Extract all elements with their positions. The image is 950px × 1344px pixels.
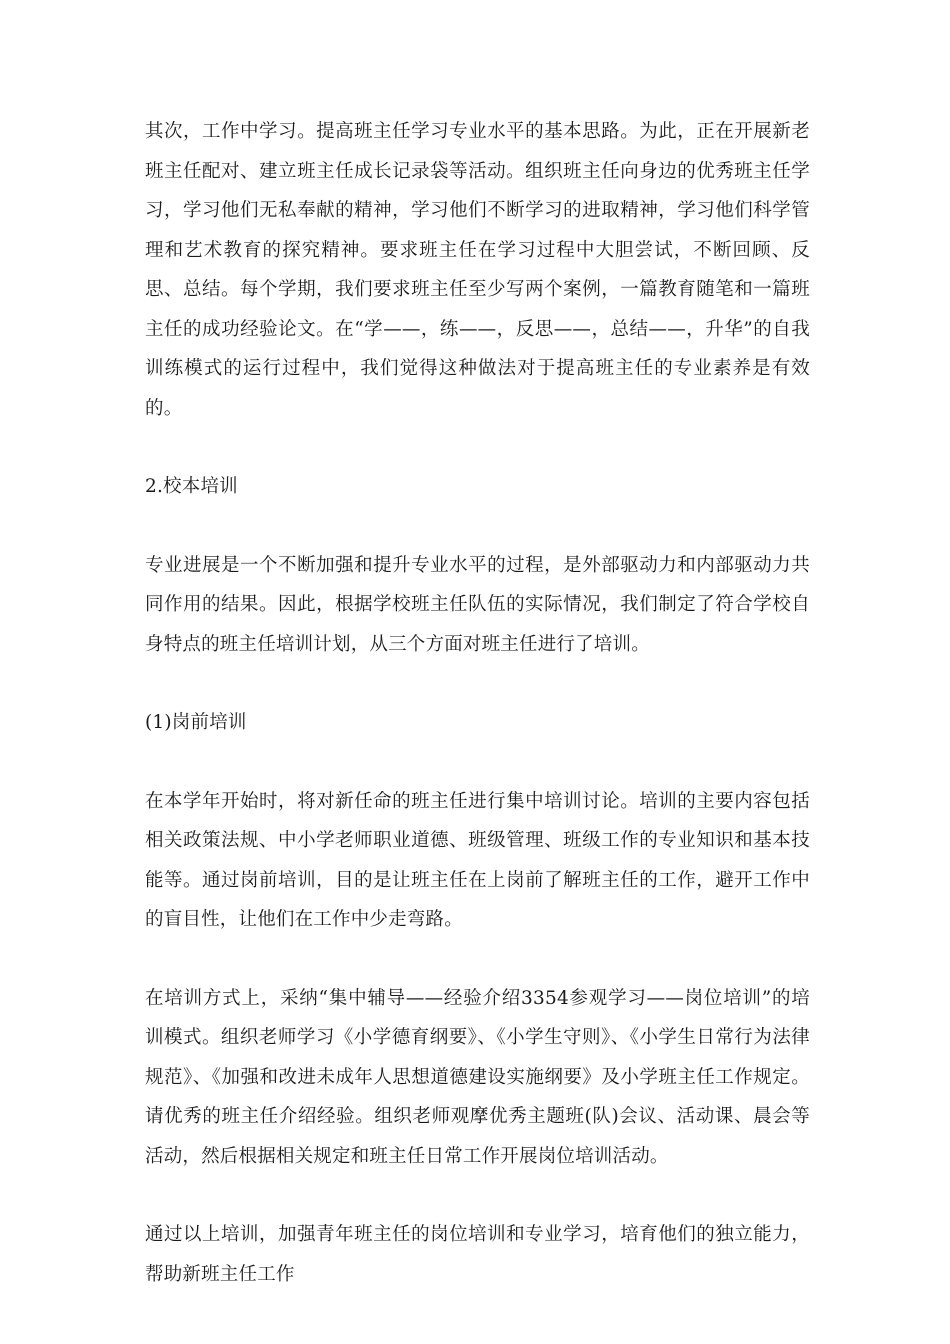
paragraph-training-method: 在培训方式上，采纳“集中辅导——经验介绍3354参观学习——岗位培训”的培训模式。组织老师学习《小学德育纲要》、《小学生守则》、《小学生日常行为法律规范》、《加强和改进未成年人思想道德建设实施纲要》及小学班主任工作规定。请优秀的班主任介绍经验。组织老师观摩优秀主题班(队)会议、活动课、晨会等活动，然后根据相关规定和班主任日常工作开展岗位培训活动。 [145, 987, 810, 1167]
paragraph-pre-job-content: 在本学年开始时，将对新任命的班主任进行集中培训讨论。培训的主要内容包括相关政策法规、中小学老师职业道德、班级管理、班级工作的专业知识和基本技能等。通过岗前培训，目的是让班主任在上岗前了解班主任的工作，避开工作中的盲目性，让他们在工作中少走弯路。 [145, 790, 810, 930]
paragraph-learning-in-work: 其次，工作中学习。提高班主任学习专业水平的基本思路。为此，正在开展新老班主任配对、建立班主任成长记录袋等活动。组织班主任向身边的优秀班主任学习，学习他们无私奉献的精神，学习他们不断学习的进取精神，学习他们科学管理和艺术教育的探究精神。要求班主任在学习过程中大胆尝试，不断回顾、反思、总结。每个学期，我们要求班主任至少写两个案例，一篇教育随笔和一篇班主任的成功经验论文。在“学——，练——，反思——，总结——，升华”的自我训练模式的运行过程中，我们觉得这种做法对于提高班主任的专业素养是有效的。 [145, 121, 810, 419]
paragraph-professional-development: 专业进展是一个不断加强和提升专业水平的过程，是外部驱动力和内部驱动力共同作用的结果。因此，根据学校班主任队伍的实际情况，我们制定了符合学校自身特点的班主任培训计划，从三个方面对班主任进行了培训。 [145, 554, 810, 655]
heading-pre-job-training: (1)岗前培训 [145, 712, 247, 733]
paragraph-training-result: 通过以上培训，加强青年班主任的岗位培训和专业学习，培育他们的独立能力，帮助新班主任工作 [145, 1224, 810, 1285]
document-page [145, 112, 810, 1333]
heading-school-training: 2.校本培训 [145, 476, 238, 497]
